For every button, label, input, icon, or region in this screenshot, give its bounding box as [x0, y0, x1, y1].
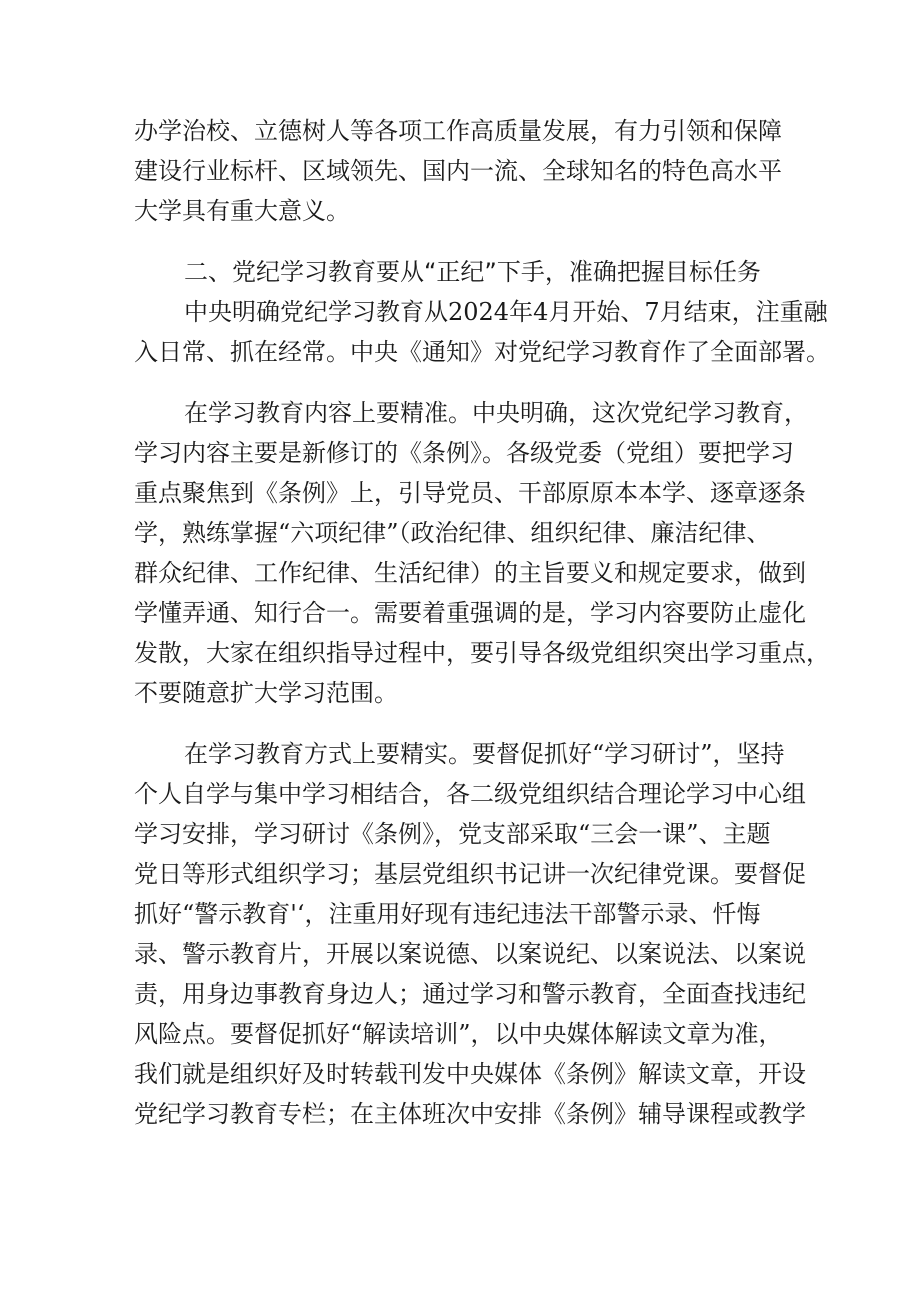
text-line: 责，用身边事教育身边人；通过学习和警示教育，全面查找违纪 [134, 980, 806, 1008]
text-line: 学，熟练掌握“六项纪律”（政治纪律、组织纪律、廉洁纪律、 [134, 519, 771, 547]
text-line: 入日常、抓在经常。中央《通知》对党纪学习教育作了全面部署。 [134, 338, 830, 366]
text-line: 大学具有重大意义。 [134, 197, 350, 225]
text-line: 抓好“警示教育'‘，注重用好现有违纪违法干部警示录、忏悔 [134, 900, 761, 928]
text-line: 学懂弄通、知行合一。需要着重强调的是，学习内容要防止虚化 [134, 599, 806, 627]
text-line: 我们就是组织好及时转载刊发中央媒体《条例》解读文章，开设 [134, 1060, 806, 1088]
text-line: 个人自学与集中学习相结合，各二级党组织结合理论学习中心组 [134, 780, 806, 808]
text-line: 办学治校、立德树人等各项工作高质量发展，有力引领和保障 [134, 117, 782, 145]
paragraph-schedule [134, 292, 830, 372]
text-line: 重点聚焦到《条例》上，引导党员、干部原原本本学、逐章逐条 [134, 479, 806, 507]
section-heading-text: 二、党纪学习教育要从“正纪”下手，准确把握目标任务 [184, 258, 761, 286]
text-line: 不要随意扩大学习范围。 [134, 679, 398, 707]
text-line: 中央明确党纪学习教育从2024年4月开始、7月结束，注重融 [184, 298, 828, 326]
document-body [134, 111, 830, 1134]
text-line: 风险点。要督促抓好“解读培训”，以中央媒体解读文章为准， [134, 1020, 783, 1048]
text-line: 在学习教育方式上要精实。要督促抓好“学习研讨”，坚持 [184, 740, 785, 768]
paragraph-gap [134, 372, 784, 393]
section-heading [134, 252, 784, 292]
text-line: 发散，大家在组织指导过程中，要引导各级党组织突出学习重点， [134, 639, 830, 667]
text-line: 党纪学习教育专栏；在主体班次中安排《条例》辅导课程或教学 [134, 1100, 806, 1128]
paragraph-gap [134, 231, 784, 252]
text-line: 在学习教育内容上要精准。中央明确，这次党纪学习教育， [184, 399, 808, 427]
text-line: 建设行业标杆、区域领先、国内一流、全球知名的特色高水平 [134, 157, 782, 185]
text-line: 录、警示教育片，开展以案说德、以案说纪、以案说法、以案说 [134, 940, 806, 968]
paragraph-gap [134, 713, 784, 734]
text-line: 学习内容主要是新修订的《条例》。各级党委（党组）要把学习 [134, 439, 794, 467]
paragraph-method-solidity [134, 734, 806, 1134]
text-line: 党日等形式组织学习；基层党组织书记讲一次纪律党课。要督促 [134, 860, 806, 888]
paragraph-continuation [134, 111, 784, 231]
paragraph-content-precision [134, 393, 830, 713]
text-line: 学习安排，学习研讨《条例》，党支部采取“三会一课”、主题 [134, 820, 771, 848]
text-line: 群众纪律、工作纪律、生活纪律）的主旨要义和规定要求，做到 [134, 559, 806, 587]
